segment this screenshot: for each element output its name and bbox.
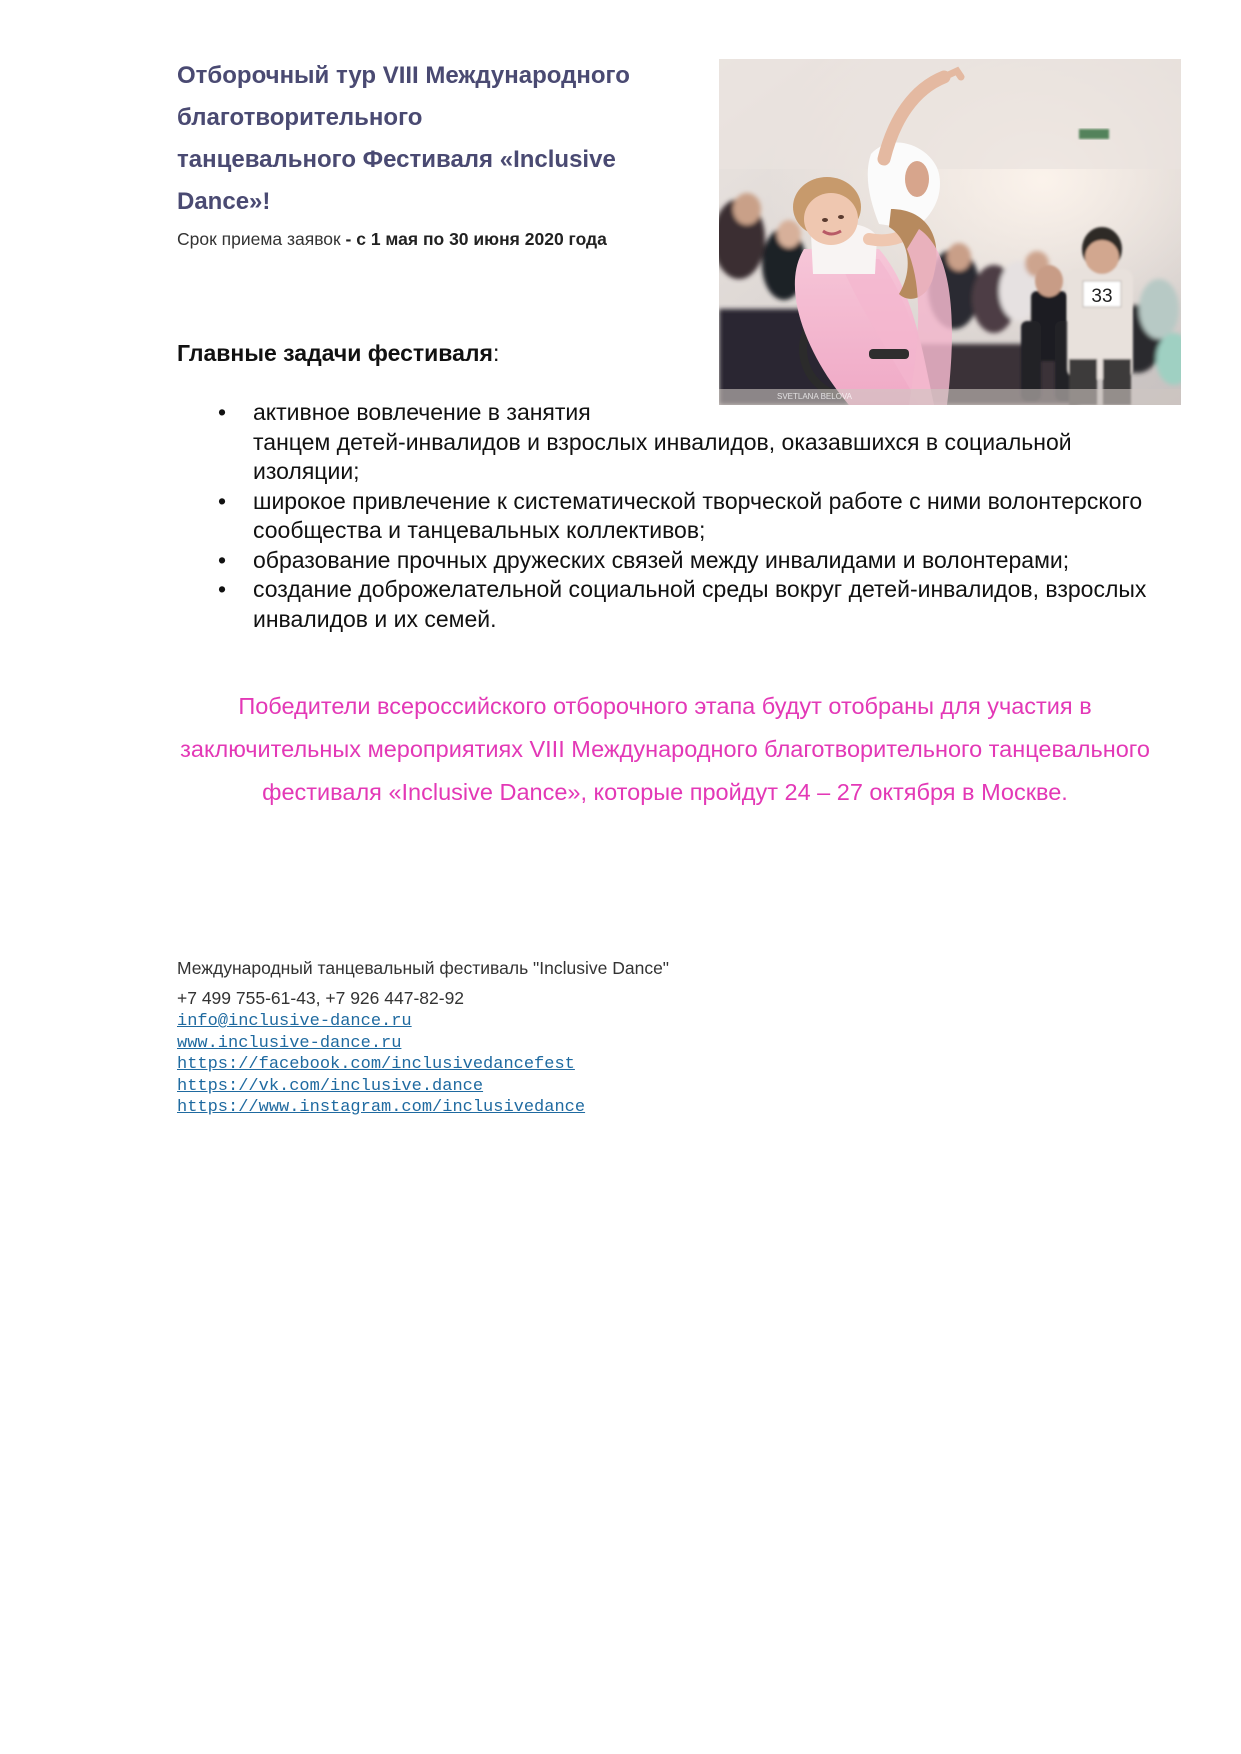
- deadline-label: Срок приема заявок: [177, 229, 341, 249]
- title-line-4: Dance»!: [177, 188, 271, 215]
- list-item: [215, 546, 1175, 576]
- deadline-value: - с 1 мая по 30 июня 2020 года: [340, 229, 607, 249]
- phone-numbers: +7 499 755-61-43, +7 926 447-82-92: [177, 988, 465, 1008]
- facebook-link[interactable]: https://facebook.com/inclusivedancefest: [177, 1055, 575, 1074]
- festival-photo: [719, 59, 1181, 405]
- photo-illustration: [719, 59, 1181, 405]
- vk-link[interactable]: https://vk.com/inclusive.dance: [177, 1076, 484, 1096]
- bullet-icon: •: [217, 399, 227, 425]
- tasks-heading-text: Главные задачи фестиваля: [177, 340, 493, 366]
- title-line-2: благотворительного: [177, 104, 423, 131]
- task-3-text: образование прочных дружеских связей между инвалидами и волонтерами;: [253, 546, 1070, 573]
- tasks-list: [215, 398, 1175, 634]
- tasks-heading-colon: :: [492, 340, 500, 366]
- bullet-icon: •: [217, 546, 227, 573]
- tasks-heading: [177, 340, 499, 367]
- list-item: [215, 398, 1175, 487]
- task-1-line-1: активное вовлечение в занятия: [253, 399, 591, 425]
- task-2-text: широкое привлечение к систематической творческой работе с ними волонтерского сообщества и танцевальных коллективов;: [253, 487, 1143, 543]
- organization-name: Международный танцевальный фестиваль "Inclusive Dance": [177, 958, 670, 978]
- contact-links: [177, 1011, 669, 1119]
- task-4-text: создание доброжелательной социальной среды вокруг детей-инвалидов, взрослых инвалидов и их семей.: [253, 576, 1147, 632]
- email-link[interactable]: info@inclusive-dance.ru: [177, 1012, 412, 1031]
- application-deadline: [177, 229, 607, 250]
- bib-number: 33: [1091, 286, 1113, 307]
- website-link[interactable]: www.inclusive-dance.ru: [177, 1033, 402, 1053]
- bullet-icon: •: [217, 487, 227, 514]
- bullet-icon: •: [217, 576, 227, 602]
- title-line-3: танцевального Фестиваля «Inclusive: [177, 146, 616, 173]
- photo-watermark: SVETLANA BELOVA: [777, 392, 852, 401]
- list-item: [215, 487, 1175, 546]
- list-item: [215, 575, 1175, 634]
- instagram-link[interactable]: https://www.instagram.com/inclusivedance: [177, 1098, 586, 1117]
- page-title: [177, 55, 647, 223]
- winners-announcement: Победители всероссийского отборочного этапа будут отобраны для участия в заключительных мероприятиях VIII Международного благотворительного танцевального фестиваля «Inclusive Dance», которые пройдут 24 – 27 октября в Москве.: [180, 693, 1150, 805]
- footer-contacts: [177, 958, 669, 1119]
- title-line-1: Отборочный тур VIII Международного: [177, 62, 630, 89]
- task-1-line-2: танцем детей-инвалидов и взрослых инвалидов, оказавшихся в социальной изоляции;: [253, 428, 1072, 484]
